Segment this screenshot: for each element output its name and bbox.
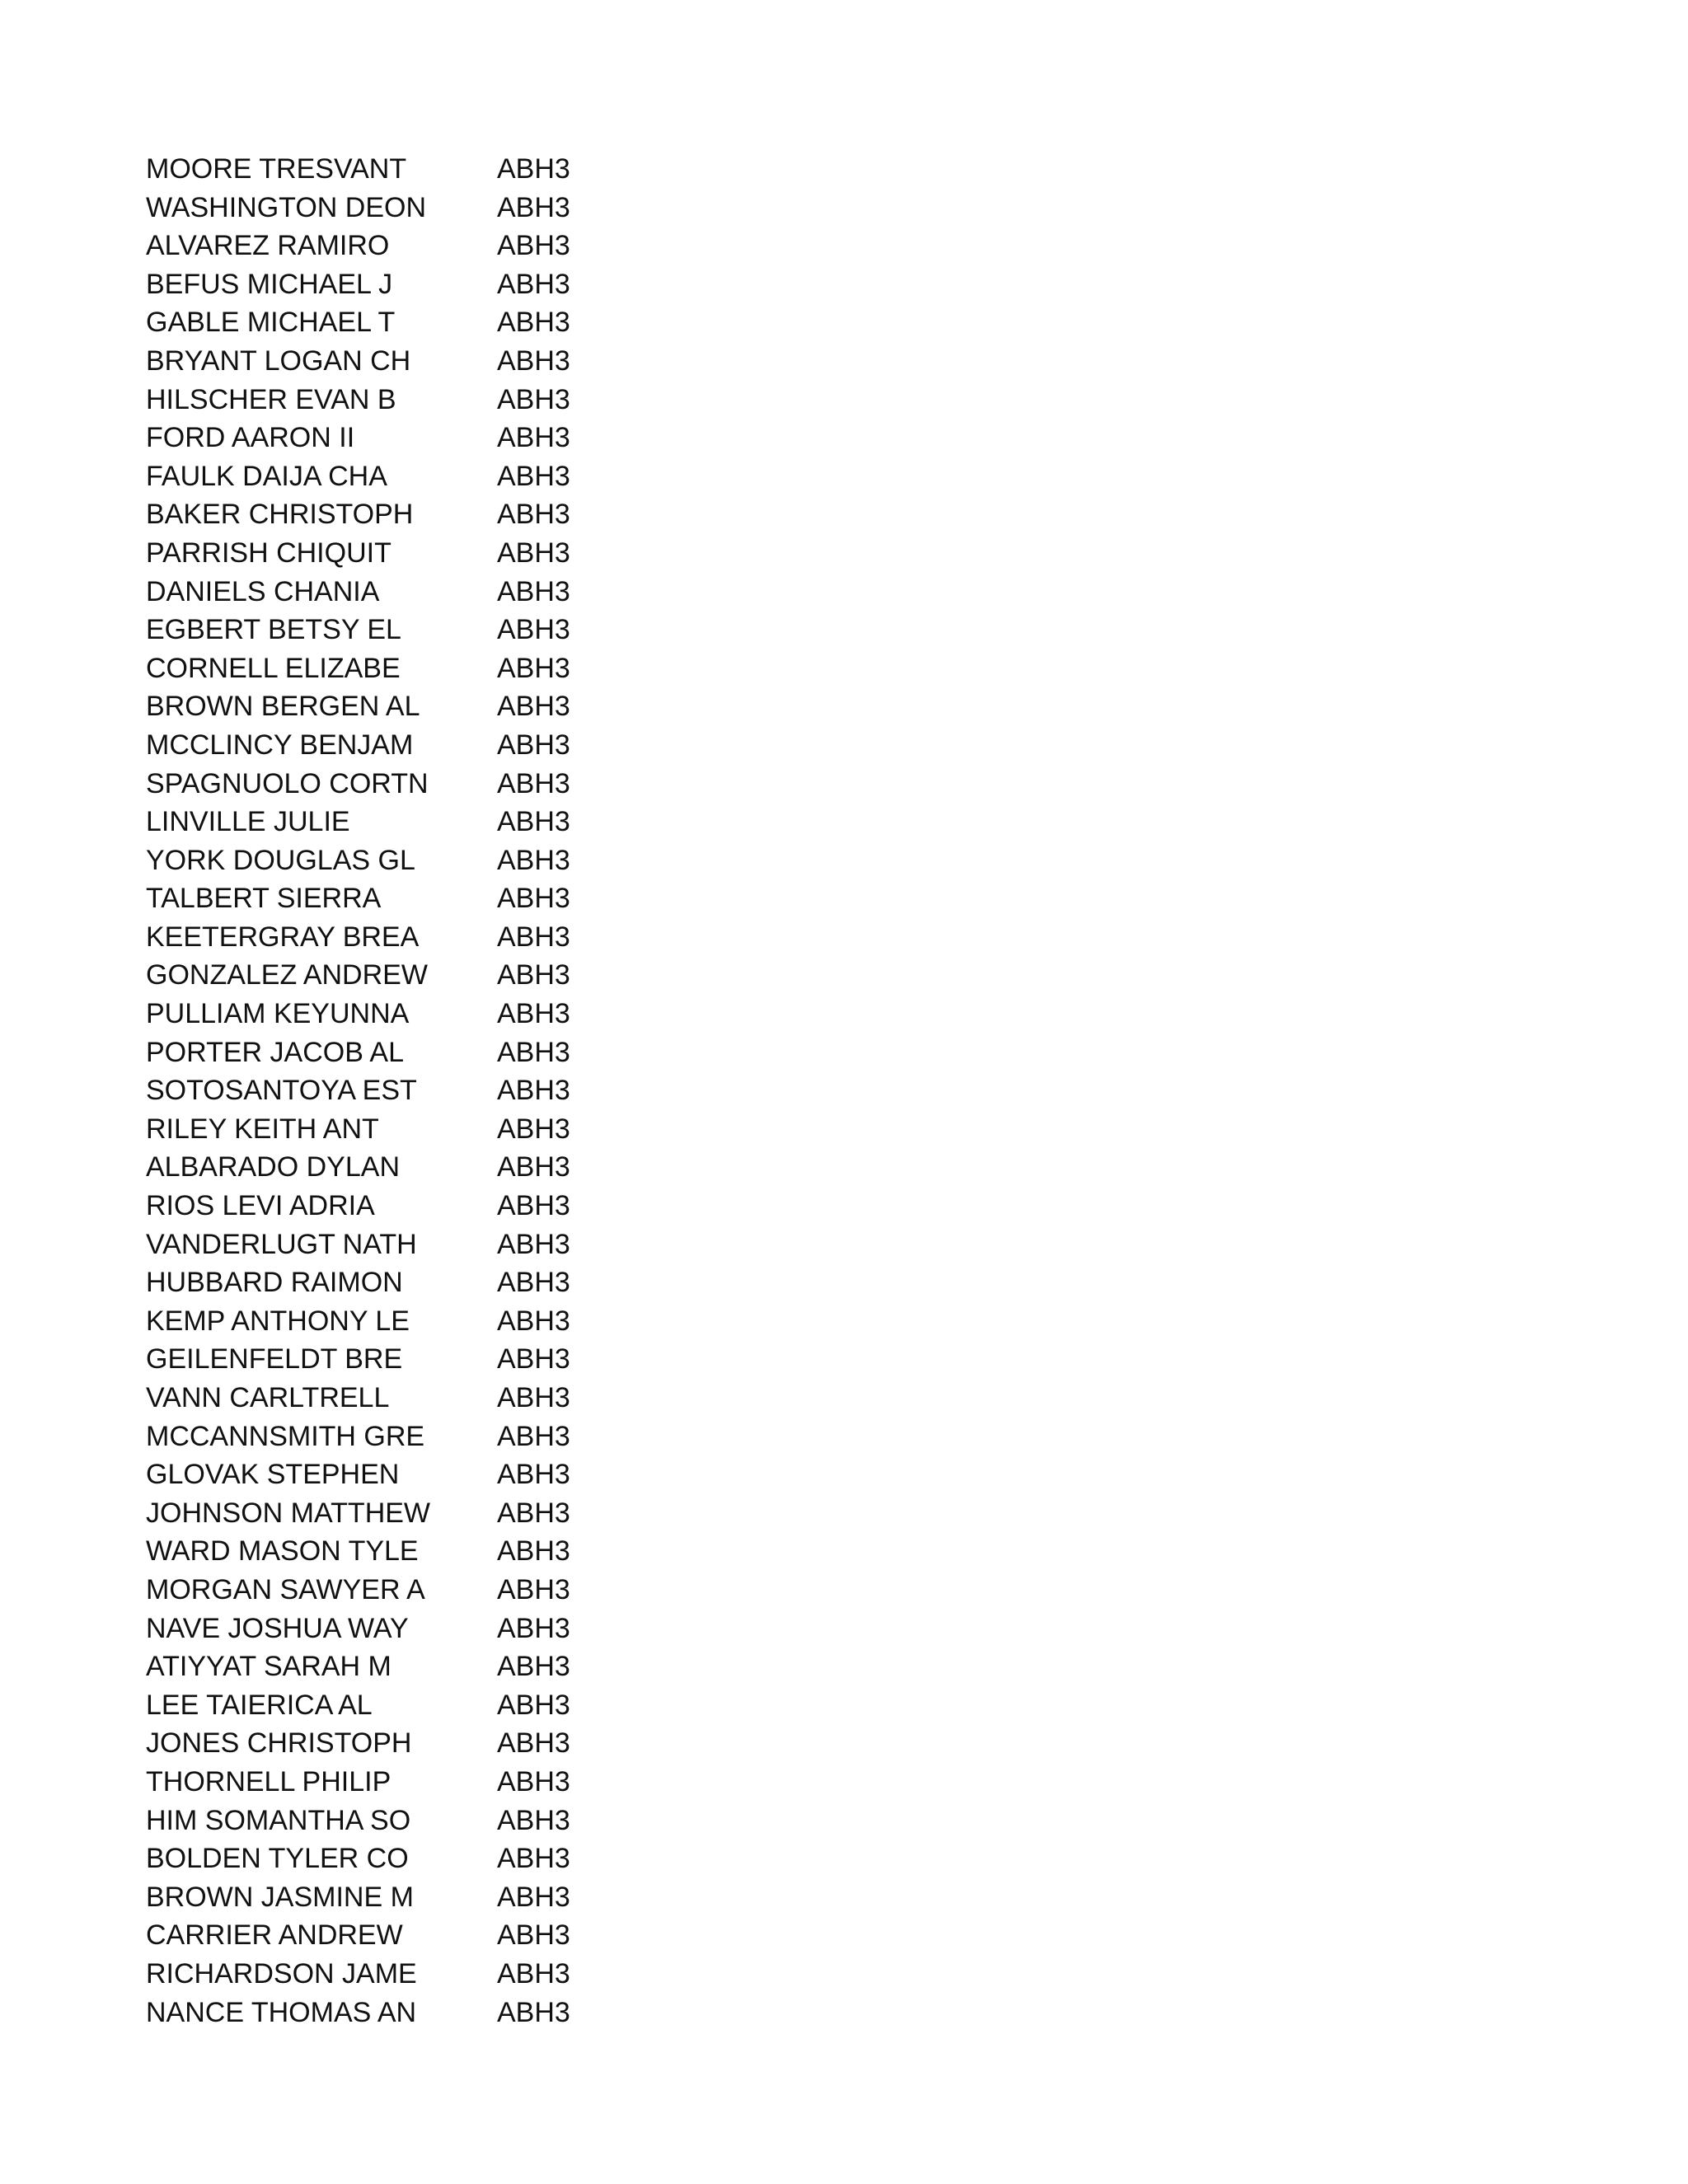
person-name: MCCLINCY BENJAM (146, 729, 414, 761)
person-name: RICHARDSON JAME (146, 1957, 417, 1990)
roster-row (146, 189, 640, 227)
rank-code: ABH3 (497, 1113, 570, 1145)
rank-code: ABH3 (497, 1881, 570, 1913)
person-name: PULLIAM KEYUNNA (146, 998, 410, 1030)
rank-code: ABH3 (497, 1843, 570, 1875)
person-name: FORD AARON II (146, 422, 355, 454)
rank-code: ABH3 (497, 921, 570, 953)
roster-row (146, 765, 640, 804)
rank-code: ABH3 (497, 1612, 570, 1644)
person-name: GABLE MICHAEL T (146, 307, 396, 339)
rank-code: ABH3 (497, 959, 570, 991)
rank-code: ABH3 (497, 1804, 570, 1836)
rank-code: ABH3 (497, 1190, 570, 1222)
rank-code: ABH3 (497, 883, 570, 915)
roster-row (146, 1455, 640, 1494)
rank-code: ABH3 (497, 268, 570, 300)
rank-code: ABH3 (497, 1957, 570, 1990)
rank-code: ABH3 (497, 1459, 570, 1491)
rank-code: ABH3 (497, 422, 570, 454)
person-name: SPAGNUOLO CORTN (146, 767, 429, 799)
rank-code: ABH3 (497, 230, 570, 262)
rank-code: ABH3 (497, 652, 570, 684)
rank-code: ABH3 (497, 998, 570, 1030)
roster-row (146, 265, 640, 304)
rank-code: ABH3 (497, 460, 570, 492)
person-name: TALBERT SIERRA (146, 883, 382, 915)
roster-row (146, 1033, 640, 1072)
roster-row (146, 1878, 640, 1917)
person-name: MOORE TRESVANT (146, 153, 407, 185)
roster-row (146, 1724, 640, 1763)
person-name: JOHNSON MATTHEW (146, 1497, 431, 1529)
person-name: GONZALEZ ANDREW (146, 959, 428, 991)
roster-row (146, 687, 640, 726)
roster-row (146, 726, 640, 765)
rank-code: ABH3 (497, 575, 570, 607)
rank-code: ABH3 (497, 1075, 570, 1107)
person-name: HILSCHER EVAN B (146, 383, 396, 415)
person-name: NAVE JOSHUA WAY (146, 1612, 409, 1644)
roster-list (146, 150, 640, 2032)
rank-code: ABH3 (497, 1919, 570, 1952)
roster-row (146, 495, 640, 534)
rank-code: ABH3 (497, 1382, 570, 1413)
person-name: NANCE THOMAS AN (146, 1996, 417, 2028)
roster-row (146, 303, 640, 342)
person-name: YORK DOUGLAS GL (146, 844, 415, 876)
person-name: SOTOSANTOYA EST (146, 1075, 417, 1107)
person-name: GLOVAK STEPHEN (146, 1459, 400, 1491)
person-name: LINVILLE JULIE (146, 806, 350, 838)
rank-code: ABH3 (497, 1228, 570, 1260)
roster-row (146, 1532, 640, 1571)
roster-row (146, 1994, 640, 2032)
roster-row (146, 342, 640, 381)
roster-row (146, 1686, 640, 1725)
rank-code: ABH3 (497, 1036, 570, 1068)
rank-code: ABH3 (497, 1497, 570, 1529)
rank-code: ABH3 (497, 1267, 570, 1299)
person-name: BAKER CHRISTOPH (146, 499, 414, 531)
person-name: FAULK DAIJA CHA (146, 460, 387, 492)
roster-row (146, 1263, 640, 1302)
rank-code: ABH3 (497, 537, 570, 569)
rank-code: ABH3 (497, 844, 570, 876)
rank-code: ABH3 (497, 691, 570, 723)
rank-code: ABH3 (497, 1765, 570, 1797)
person-name: PARRISH CHIQUIT (146, 537, 392, 569)
roster-row (146, 803, 640, 841)
roster-row (146, 1571, 640, 1610)
person-name: CORNELL ELIZABE (146, 652, 401, 684)
rank-code: ABH3 (497, 806, 570, 838)
roster-row (146, 956, 640, 995)
rank-code: ABH3 (497, 1651, 570, 1683)
person-name: JONES CHRISTOPH (146, 1727, 412, 1760)
roster-row (146, 573, 640, 612)
person-name: ALBARADO DYLAN (146, 1151, 400, 1183)
roster-row (146, 918, 640, 957)
rank-code: ABH3 (497, 344, 570, 377)
roster-row (146, 1418, 640, 1456)
rank-code: ABH3 (497, 729, 570, 761)
person-name: WASHINGTON DEON (146, 191, 427, 223)
person-name: HUBBARD RAIMON (146, 1267, 403, 1299)
person-name: WARD MASON TYLE (146, 1535, 419, 1568)
roster-row (146, 1955, 640, 1994)
person-name: RILEY KEITH ANT (146, 1113, 379, 1145)
roster-row (146, 381, 640, 419)
roster-row (146, 1071, 640, 1110)
person-name: VANN CARLTRELL (146, 1382, 390, 1413)
person-name: HIM SOMANTHA SO (146, 1804, 411, 1836)
person-name: BEFUS MICHAEL J (146, 268, 393, 300)
roster-row (146, 841, 640, 880)
roster-row (146, 1302, 640, 1341)
person-name: MCCANNSMITH GRE (146, 1420, 425, 1452)
rank-code: ABH3 (497, 307, 570, 339)
roster-row (146, 1379, 640, 1418)
person-name: BROWN JASMINE M (146, 1881, 414, 1913)
rank-code: ABH3 (497, 191, 570, 223)
rank-code: ABH3 (497, 767, 570, 799)
roster-row (146, 611, 640, 649)
roster-row (146, 1494, 640, 1533)
rank-code: ABH3 (497, 1305, 570, 1337)
person-name: RIOS LEVI ADRIA (146, 1190, 375, 1222)
person-name: BOLDEN TYLER CO (146, 1843, 409, 1875)
person-name: BROWN BERGEN AL (146, 691, 420, 723)
roster-row (146, 1110, 640, 1149)
person-name: CARRIER ANDREW (146, 1919, 403, 1952)
person-name: KEETERGRAY BREA (146, 921, 420, 953)
person-name: VANDERLUGT NATH (146, 1228, 417, 1260)
rank-code: ABH3 (497, 1689, 570, 1721)
roster-row (146, 227, 640, 265)
roster-row (146, 1840, 640, 1878)
roster-row (146, 1148, 640, 1187)
roster-row (146, 1610, 640, 1648)
roster-row (146, 649, 640, 688)
person-name: MORGAN SAWYER A (146, 1573, 425, 1605)
rank-code: ABH3 (497, 1343, 570, 1376)
person-name: BRYANT LOGAN CH (146, 344, 411, 377)
roster-row (146, 457, 640, 496)
roster-row (146, 1187, 640, 1226)
roster-row (146, 1340, 640, 1379)
roster-row (146, 995, 640, 1033)
person-name: PORTER JACOB AL (146, 1036, 405, 1068)
rank-code: ABH3 (497, 153, 570, 185)
rank-code: ABH3 (497, 1573, 570, 1605)
person-name: GEILENFELDT BRE (146, 1343, 403, 1376)
roster-row (146, 1763, 640, 1802)
roster-row (146, 1802, 640, 1840)
roster-row (146, 1916, 640, 1955)
roster-row (146, 879, 640, 918)
rank-code: ABH3 (497, 1535, 570, 1568)
roster-row (146, 1226, 640, 1264)
roster-row (146, 1647, 640, 1686)
person-name: DANIELS CHANIA (146, 575, 380, 607)
person-name: THORNELL PHILIP (146, 1765, 392, 1797)
person-name: KEMP ANTHONY LE (146, 1305, 410, 1337)
person-name: EGBERT BETSY EL (146, 614, 401, 646)
rank-code: ABH3 (497, 1420, 570, 1452)
roster-row (146, 534, 640, 573)
rank-code: ABH3 (497, 1727, 570, 1760)
person-name: ATIYYAT SARAH M (146, 1651, 392, 1683)
rank-code: ABH3 (497, 614, 570, 646)
roster-row (146, 419, 640, 457)
rank-code: ABH3 (497, 1151, 570, 1183)
rank-code: ABH3 (497, 1996, 570, 2028)
rank-code: ABH3 (497, 383, 570, 415)
rank-code: ABH3 (497, 499, 570, 531)
roster-row (146, 150, 640, 189)
person-name: ALVAREZ RAMIRO (146, 230, 390, 262)
person-name: LEE TAIERICA AL (146, 1689, 373, 1721)
